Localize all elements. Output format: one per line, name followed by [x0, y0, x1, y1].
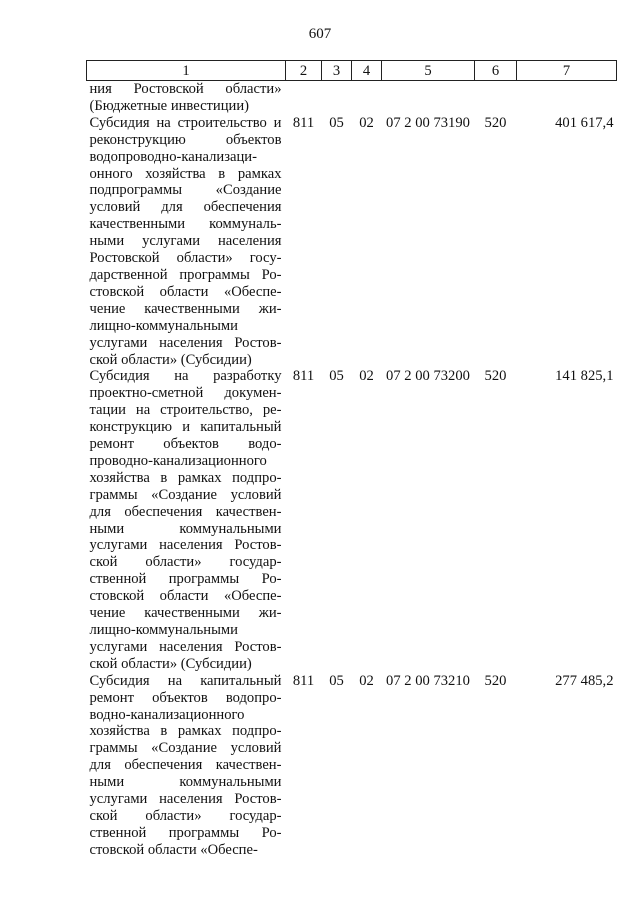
column-header-3: 3	[322, 61, 352, 81]
row-expense-type: 520	[484, 114, 507, 131]
row-expense-type: 520	[484, 368, 507, 385]
column-header-5: 5	[382, 61, 475, 81]
row-expense-type	[475, 81, 517, 115]
row-amount: 277 485,2	[555, 672, 614, 689]
row-target-code	[382, 81, 475, 115]
column-header-2: 2	[286, 61, 322, 81]
row-section-code: 05	[329, 368, 344, 385]
row-amount	[517, 81, 617, 115]
row-section-code: 05	[329, 114, 344, 131]
page-number: 607	[308, 26, 332, 42]
row-section-code	[322, 81, 352, 115]
table-header	[87, 61, 617, 81]
column-header-7: 7	[517, 61, 617, 81]
table-row	[87, 368, 617, 672]
row-subsection-code	[352, 81, 382, 115]
row-section-code: 05	[329, 672, 344, 689]
row-amount: 141 825,1	[555, 368, 614, 385]
row-description: Субсидия на разработку проектно-сметной документации на строительство, реконструкцию и капитальный ремонт объектов водопроводно-канализационного хозяйства в рамках подпрограммы «Создание условий для обеспечения качественными коммунальными услугами населения Ростовской области» государственной программы Ростовской области «Обеспечение качественными жилищно-коммунальными услугами населения Ростовской области» (Субсидии)	[89, 368, 282, 672]
row-expense-type: 520	[484, 672, 507, 689]
table-row	[87, 81, 617, 115]
row-description: ния Ростовской области» (Бюджетные инвестиции)	[89, 81, 282, 114]
column-number-row	[87, 61, 617, 81]
row-ministry-code: 811	[292, 672, 315, 689]
table-row	[87, 673, 617, 859]
budget-table	[86, 60, 617, 859]
row-target-code: 07 2 00 73190	[386, 114, 470, 131]
row-subsection-code: 02	[359, 114, 374, 131]
column-header-6: 6	[475, 61, 517, 81]
row-description: Субсидия на капитальный ремонт объектов водопроводно-канализационного хозяйства в рамках подпрограммы «Создание условий для обеспечения качественными коммунальными услугами населения Ростовской области» государственной программы Ростовской области «Обеспе-	[89, 672, 282, 858]
row-ministry-code: 811	[292, 368, 315, 385]
row-ministry-code	[286, 81, 322, 115]
row-target-code: 07 2 00 73210	[386, 672, 470, 689]
row-subsection-code: 02	[359, 368, 374, 385]
column-header-1: 1	[87, 61, 286, 81]
table-body	[87, 81, 617, 859]
row-subsection-code: 02	[359, 672, 374, 689]
row-target-code: 07 2 00 73200	[386, 368, 470, 385]
row-description: Субсидия на строительство и реконструкцию объектов водопроводно-канализационного хозяйства в рамках подпрограммы «Создание условий для обеспечения качественными коммунальными услугами населения Ростовской области» государственной программы Ростовской области «Обеспечение качественными жилищно-коммунальными услугами населения Ростовской области» (Субсидии)	[89, 114, 282, 368]
row-amount: 401 617,4	[555, 114, 614, 131]
table-row	[87, 115, 617, 369]
column-header-4: 4	[352, 61, 382, 81]
row-ministry-code: 811	[292, 114, 315, 131]
